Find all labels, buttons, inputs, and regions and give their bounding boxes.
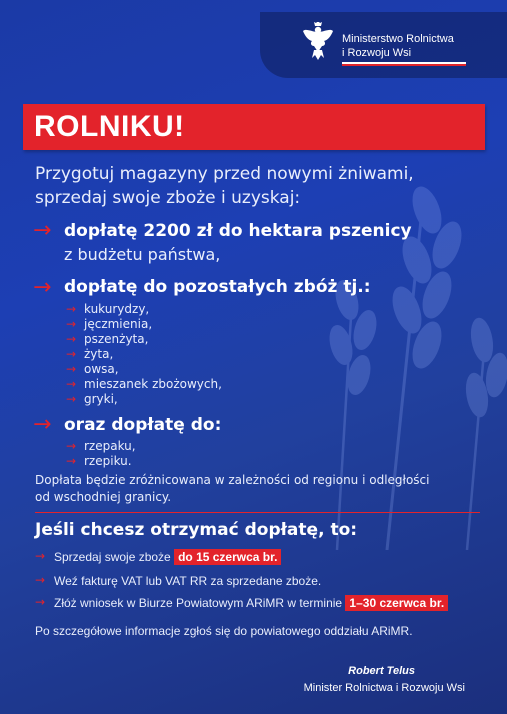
ministry-name-line2: i Rozwoju Wsi xyxy=(342,47,412,59)
arrow-right-icon: → xyxy=(66,332,77,346)
closing-info: Po szczegółowe informacje zgłoś się do powiatowego oddziału ARiMR. xyxy=(35,624,413,638)
arrow-right-icon: → xyxy=(66,377,77,391)
offer-wheat-rest: z budżetu państwa, xyxy=(64,245,221,264)
arrow-right-icon: → xyxy=(35,595,46,609)
headline-text: ROLNIKU! xyxy=(34,110,185,143)
section-divider xyxy=(35,512,480,513)
list-item: gryki, xyxy=(84,392,118,406)
offer-rapeseed-bold: oraz dopłatę do: xyxy=(64,415,222,435)
signature-title: Minister Rolnictwa i Rozwoju Wsi xyxy=(303,682,465,694)
list-item: rzepiku. xyxy=(84,454,132,468)
list-item: pszenżyta, xyxy=(84,332,149,346)
list-item: rzepaku, xyxy=(84,439,136,453)
list-item: jęczmienia, xyxy=(84,317,153,331)
arrow-right-icon: → xyxy=(33,412,52,437)
arrow-right-icon: → xyxy=(66,317,77,331)
ministry-logo xyxy=(260,12,507,78)
intro-line1: Przygotuj magazyny przed nowymi żniwami, xyxy=(35,164,414,184)
list-item: kukurydzy, xyxy=(84,302,150,316)
deadline-highlight: 1–30 czerwca br. xyxy=(345,595,448,611)
ministry-name xyxy=(342,32,454,60)
step-sell-grain xyxy=(54,549,281,565)
step-get-invoice: Weź fakturę VAT lub VAT RR za sprzedane zboże. xyxy=(54,574,322,588)
arrow-right-icon: → xyxy=(66,439,77,453)
list-item: mieszanek zbożowych, xyxy=(84,377,222,391)
arrow-right-icon: → xyxy=(66,347,77,361)
polish-flag-stripe xyxy=(342,62,466,66)
list-item: żyta, xyxy=(84,347,114,361)
headline-banner xyxy=(23,104,485,150)
arrow-right-icon: → xyxy=(66,454,77,468)
offer-other-grains-bold: dopłatę do pozostałych zbóż tj.: xyxy=(64,277,371,297)
list-item: owsa, xyxy=(84,362,119,376)
arrow-right-icon: → xyxy=(66,392,77,406)
arrow-right-icon: → xyxy=(35,573,46,587)
intro-text xyxy=(35,162,414,210)
ministry-name-line1: Ministerstwo Rolnictwa xyxy=(342,33,454,45)
arrow-right-icon: → xyxy=(33,218,52,243)
step-sell-grain-text: Sprzedaj swoje zboże xyxy=(54,550,171,564)
arrow-right-icon: → xyxy=(33,275,52,300)
arrow-right-icon: → xyxy=(66,302,77,316)
note-text xyxy=(35,472,429,506)
offer-wheat-bold: dopłatę 2200 zł do hektara pszenicy xyxy=(64,221,412,241)
signature-name: Robert Telus xyxy=(348,665,415,677)
eagle-emblem-icon xyxy=(302,22,334,62)
intro-line2: sprzedaj swoje zboże i uzyskaj: xyxy=(35,188,301,208)
note-line2: od wschodniej granicy. xyxy=(35,490,172,504)
conditions-title: Jeśli chcesz otrzymać dopłatę, to: xyxy=(35,520,358,540)
step-submit-application-text: Złóż wniosek w Biurze Powiatowym ARiMR w terminie xyxy=(54,596,343,610)
deadline-highlight: do 15 czerwca br. xyxy=(174,549,281,565)
note-line1: Dopłata będzie zróżnicowana w zależności od regionu i odległości xyxy=(35,473,430,487)
arrow-right-icon: → xyxy=(35,549,46,563)
step-submit-application xyxy=(54,595,448,611)
arrow-right-icon: → xyxy=(66,362,77,376)
